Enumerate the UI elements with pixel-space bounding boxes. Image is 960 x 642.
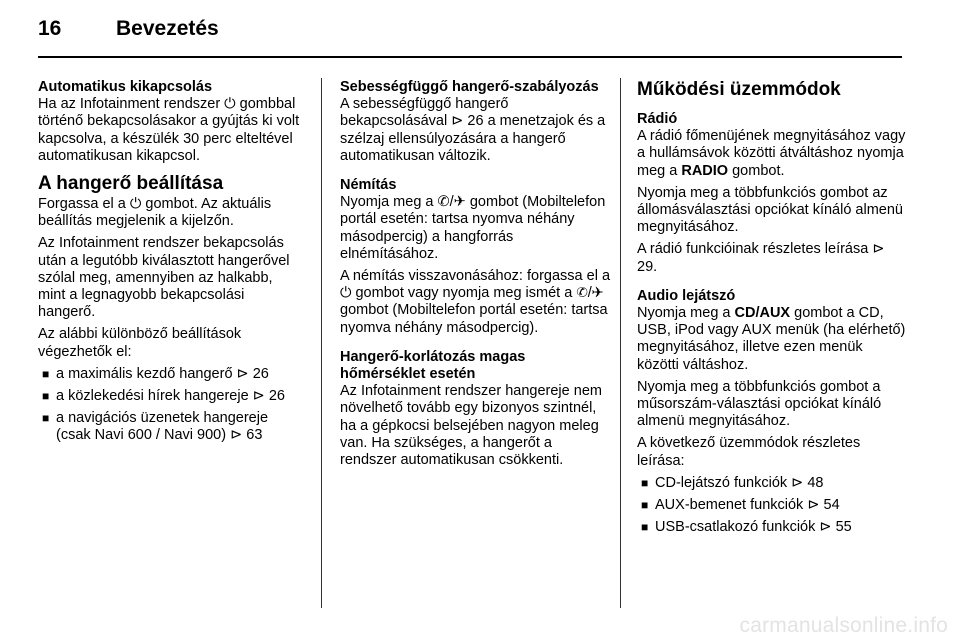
column-2 — [340, 79, 610, 474]
page-title: Bevezetés — [116, 17, 219, 40]
page-number: 16 — [38, 17, 62, 40]
watermark: carmanualsonline.info — [739, 614, 948, 637]
bullet-icon: ■ — [42, 366, 50, 381]
section-heading-auto-off: Automatikus kikapcsolás — [38, 79, 213, 95]
paragraph: A rádió funkcióinak részletes leírása ⊳ 29. — [637, 241, 885, 275]
cd-aux-key-label: CD/AUX — [734, 305, 791, 322]
list-item — [637, 519, 907, 536]
paragraph: Az Infotainment rendszer bekapcsolás után a legutóbb kiválasztott hangerővel szólal meg, amennyiben az halkabb, mint a legnagyobb bekapcsolási hangerő. — [38, 235, 290, 321]
section-heading-volume: A hangerő beállítása — [38, 173, 224, 195]
paragraph: A sebességfüggő hangerő bekapcsolásával ⊳ 26 a menetzajok és a szélzaj ellensúlyozására a hangerő automatikusan változik. — [340, 96, 606, 164]
list-item-text: a navigációs üzenetek hangereje (csak Navi 600 / Navi 900) ⊳ 63 — [56, 410, 269, 444]
bullet-list — [38, 366, 303, 445]
paragraph: A következő üzemmódok részletes leírása: — [637, 435, 861, 469]
list-item — [38, 388, 303, 405]
text-run: gombot. — [728, 162, 785, 179]
paragraph: A némítás visszavonásához: forgassa el a ⏻ gombot vagy nyomja meg ismét a ✆/✈ gombot (Mobiltelefon portál esetén: tartsa nyomva néhány másodpercig). — [340, 268, 611, 336]
list-item — [637, 475, 907, 492]
list-item-text: a maximális kezdő hangerő ⊳ 26 — [56, 365, 269, 382]
column-divider-1 — [321, 78, 322, 608]
bullet-icon: ■ — [42, 411, 50, 426]
bullet-icon: ■ — [641, 498, 649, 513]
bullet-list — [637, 475, 907, 537]
column-divider-2 — [620, 78, 621, 608]
subheading-audio: Audio lejátszó — [637, 287, 736, 304]
list-item-text: a közlekedési hírek hangereje ⊳ 26 — [56, 388, 285, 405]
bullet-icon: ■ — [42, 389, 50, 404]
column-3 — [637, 79, 907, 541]
list-item-text: AUX-bemenet funkciók ⊳ 54 — [655, 497, 840, 514]
paragraph: Ha az Infotainment rendszer ⏻ gombbal történő bekapcsolásakor a gyújtás ki volt kapcsolva, a készülék 30 perc elteltével automatikusan kikapcsol. — [38, 96, 300, 164]
paragraph — [637, 305, 907, 374]
bullet-icon: ■ — [641, 475, 649, 490]
section-heading-volume-limit: Hangerő-korlátozás magas hőmérséklet esetén — [340, 348, 526, 383]
text-run: gombot a CD, USB, iPod vagy AUX menük (ha elérhető) megnyitásához, illetve ezen menük közötti váltáshoz. — [637, 305, 906, 373]
paragraph: Az Infotainment rendszer hangereje nem növelhető tovább egy bizonyos szintnél, ha a gépkocsi belsejében nagyon meleg van. Ha szükséges, a hangerőt a rendszer automatikusan csökkenti. — [340, 383, 602, 469]
text-run: Nyomja meg a — [637, 305, 735, 322]
list-item-text: CD-lejátszó funkciók ⊳ 48 — [655, 474, 824, 491]
paragraph: Nyomja meg a többfunkciós gombot az állomásválasztási opciókat kínáló almenü megnyitásához. — [637, 184, 903, 236]
page-header — [38, 17, 219, 47]
section-heading-speed-volume: Sebességfüggő hangerő-szabályozás — [340, 79, 599, 95]
list-item-text: USB-csatlakozó funkciók ⊳ 55 — [655, 519, 852, 536]
paragraph: Forgassa el a ⏻ gombot. Az aktuális beállítás megjelenik a kijelzőn. — [38, 196, 272, 230]
paragraph — [637, 128, 907, 180]
list-item — [38, 410, 303, 444]
section-heading-mute: Némítás — [340, 177, 397, 194]
subheading-radio: Rádió — [637, 111, 678, 127]
paragraph: Nyomja meg a ✆/✈ gombot (Mobiltelefon portál esetén: tartsa nyomva néhány másodpercig) a hangforrás elnémításához. — [340, 194, 606, 262]
text-run: A rádió főmenüjének megnyitásához vagy a hullámsávok közötti átváltáshoz nyomja meg a — [637, 128, 906, 179]
list-item — [38, 366, 303, 383]
paragraph: Az alábbi különböző beállítások végezhetők el: — [38, 326, 242, 360]
paragraph: Nyomja meg a többfunkciós gombot a műsorszám-választási opciókat kínáló almenü megnyitásához. — [637, 378, 882, 430]
bullet-icon: ■ — [641, 520, 649, 535]
column-1 — [38, 79, 303, 450]
section-heading-modes: Működési üzemmódok — [637, 79, 841, 100]
radio-key-label: RADIO — [681, 162, 729, 179]
list-item — [637, 497, 907, 514]
header-rule — [38, 56, 902, 58]
